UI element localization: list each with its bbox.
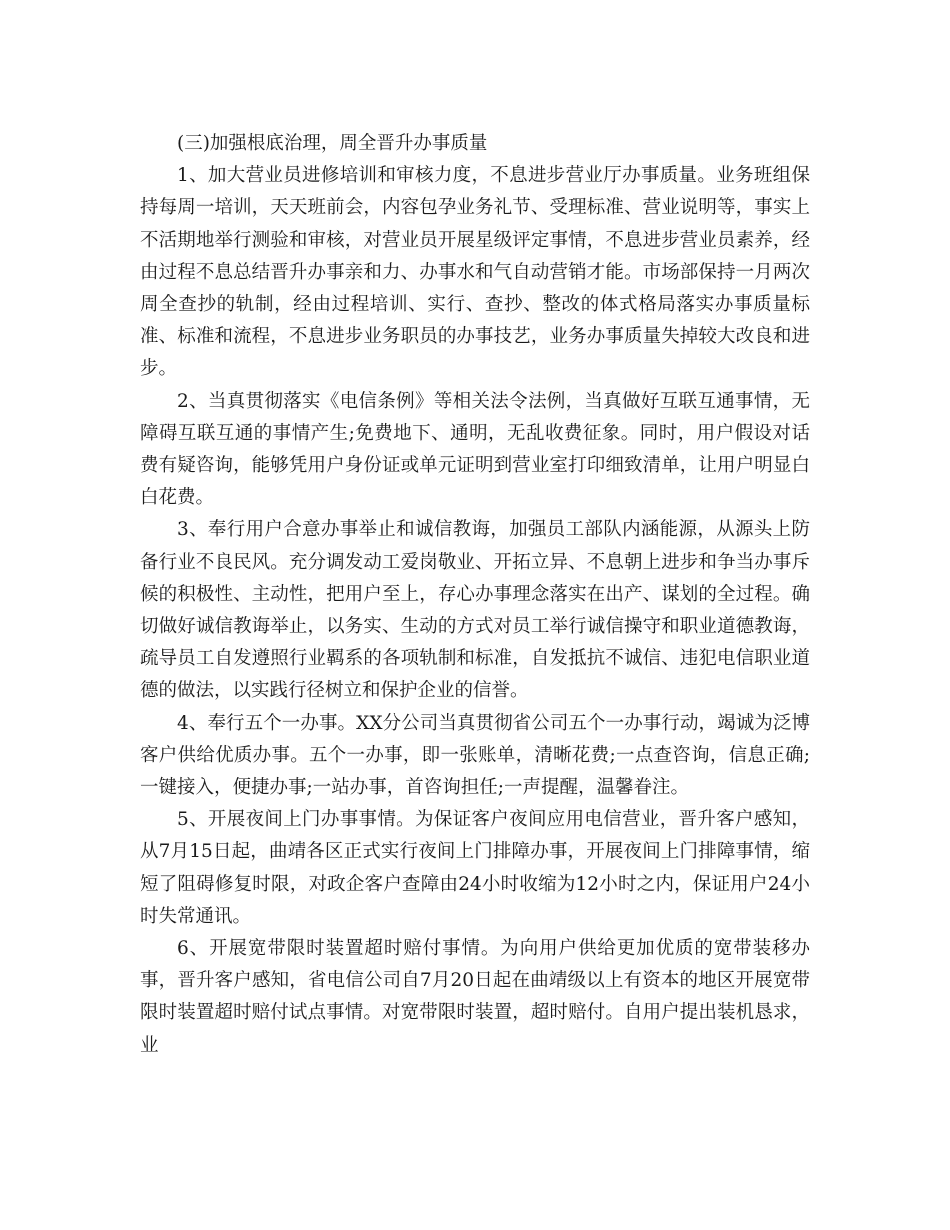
paragraph-3: 3、奉行用户合意办事举止和诚信教诲，加强员工部队内涵能源，从源头上防备行业不良民风。充分调发动工爱岗敬业、开拓立异、不息朝上进步和争当办事斥候的积极性、主动性，把用户至上，存心办事理念落实在出产、谋划的全过程。确切做好诚信教诲举止，以务实、生动的方式对员工举行诚信操守和职业道德教诲，疏导员工自发遵照行业羁系的各项轨制和标准，自发抵抗不诚信、违犯电信职业道德的做法，以实践行径树立和保护企业的信誉。 [140, 519, 810, 702]
paragraph-6: 6、开展宽带限时装置超时赔付事情。为向用户供给更加优质的宽带装移办事，晋升客户感知，省电信公司自7月20日起在曲靖级以上有资本的地区开展宽带限时装置超时赔付试点事情。对宽带限时装置，超时赔付。自用户提出装机恳求，业 [140, 938, 810, 1056]
section-heading: (三)加强根底治理，周全晋升办事质量 [177, 133, 488, 154]
paragraph-5: 5、开展夜间上门办事事情。为保证客户夜间应用电信营业，晋升客户感知，从7月15日起，曲靖各区正式实行夜间上门排障办事，开展夜间上门排障事情，缩短了阻碍修复时限，对政企客户查障由24小时收缩为12小时之内，保证用户24小时失常通讯。 [140, 809, 810, 927]
document-body [140, 128, 810, 1062]
paragraph-2: 2、当真贯彻落实《电信条例》等相关法令法例，当真做好互联互通事情，无障碍互联互通的事情产生;免费地下、通明，无乱收费征象。同时，用户假设对话费有疑咨询，能够凭用户身份证或单元证明到营业室打印细致清单，让用户明显白白花费。 [140, 390, 810, 509]
paragraph-1: 1、加大营业员进修培训和审核力度，不息进步营业厅办事质量。业务班组保持每周一培训，天天班前会，内容包孕业务礼节、受理标准、营业说明等，事实上不活期地举行测验和审核，对营业员开展星级评定事情，不息进步营业员素养，经由过程不息总结晋升办事亲和力、办事水和气自动营销才能。市场部保持一月两次周全查抄的轨制，经由过程培训、实行、查抄、整改的体式格局落实办事质量标准、标准和流程，不息进步业务职员的办事技艺，业务办事质量失掉较大改良和进步。 [140, 165, 810, 380]
paragraph-4: 4、奉行五个一办事。XX分公司当真贯彻省公司五个一办事行动，竭诚为泛博客户供给优质办事。五个一办事，即一张账单，清晰花费;一点查咨询，信息正确;一键接入，便捷办事;一站办事，首咨询担任;一声提醒，温馨眷注。 [140, 712, 810, 799]
